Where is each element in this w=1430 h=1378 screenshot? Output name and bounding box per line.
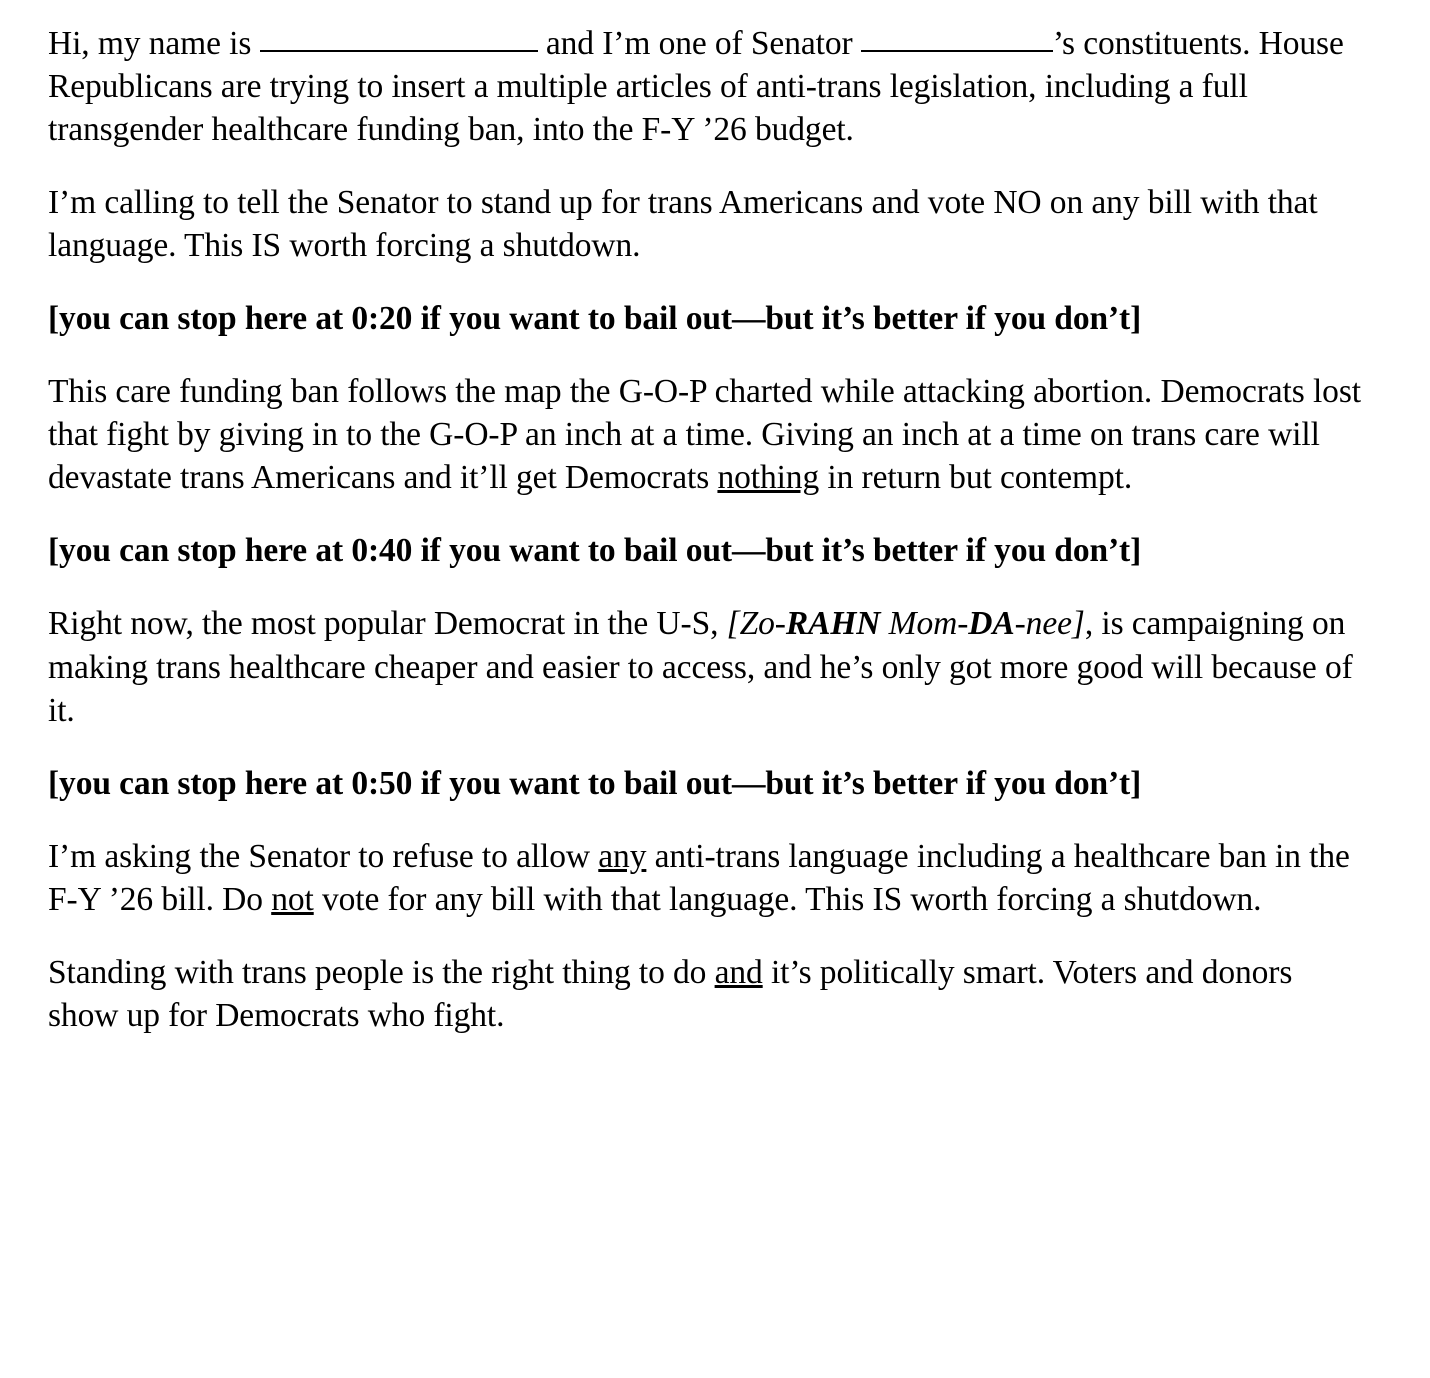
- mamdani-text-a: Right now, the most popular Democrat in the U-S,: [48, 605, 719, 643]
- pronunciation-stress-da: DA: [968, 605, 1015, 643]
- closing-text-a: Standing with trans people is the right thing to do: [48, 953, 707, 991]
- pronunciation-part-3: -nee]: [1014, 605, 1085, 643]
- intro-text-before-name-blank: Hi, my name is: [48, 25, 252, 62]
- closing-text-b: it’s politically smart. Voters and donors show up for Democrats who fight.: [48, 953, 1293, 1034]
- senator-blank[interactable]: [861, 50, 1053, 52]
- final-ask-text-a: I’m asking the Senator to refuse to allow: [48, 837, 590, 875]
- emphasis-and: and: [714, 953, 763, 991]
- paragraph-intro: [48, 22, 1366, 151]
- final-ask-text-c: vote for any bill with that language. This IS worth forcing a shutdown.: [322, 880, 1262, 918]
- emphasis-not: not: [271, 880, 314, 918]
- paragraph-closing: [48, 951, 1366, 1037]
- intro-text-after-blanks: ’s constituents. House Republicans are trying to insert a multiple articles of anti-trans legislation, including a full transgender healthcare funding ban, into the F-Y ’26 budget.: [48, 25, 1344, 149]
- pronunciation-part-1: [Zo-: [726, 605, 786, 643]
- paragraph-mamdani: [48, 602, 1366, 731]
- name-blank[interactable]: [260, 50, 538, 52]
- pronunciation-stress-rahn: RAHN: [785, 605, 881, 643]
- pronunciation-part-2: Mom-: [888, 605, 969, 643]
- mamdani-text-b: , is campaigning on making trans healthcare cheaper and easier to access, and he’s only got more good will because of it.: [48, 605, 1353, 729]
- emphasis-any: any: [598, 837, 647, 875]
- cue-stop-0-40: [you can stop here at 0:40 if you want to bail out—but it’s better if you don’t]: [48, 532, 1142, 570]
- cue-stop-0-20: [you can stop here at 0:20 if you want to bail out—but it’s better if you don’t]: [48, 300, 1142, 338]
- intro-text-between-blanks: and I’m one of Senator: [545, 25, 853, 62]
- paragraph-final-ask: [48, 835, 1366, 921]
- abortion-map-text-a: This care funding ban follows the map the G-O-P charted while attacking abortion. Democrats lost that fight by giving in to the G-O-P an inch at a time. Giving an inch at a time on trans care will devastate trans Americans and it’ll get Democrats: [48, 373, 1361, 497]
- emphasis-nothing: nothing: [717, 459, 820, 497]
- abortion-map-text-b: in return but contempt.: [827, 459, 1133, 497]
- paragraph-ask: I’m calling to tell the Senator to stand up for trans Americans and vote NO on any bill with that language. This IS worth forcing a shutdown.: [48, 184, 1318, 265]
- paragraph-abortion-map: [48, 370, 1366, 499]
- final-ask-text-b: anti-trans language including a healthcare ban in the F-Y ’26 bill. Do: [48, 837, 1350, 918]
- cue-stop-0-50: [you can stop here at 0:50 if you want to bail out—but it’s better if you don’t]: [48, 764, 1142, 802]
